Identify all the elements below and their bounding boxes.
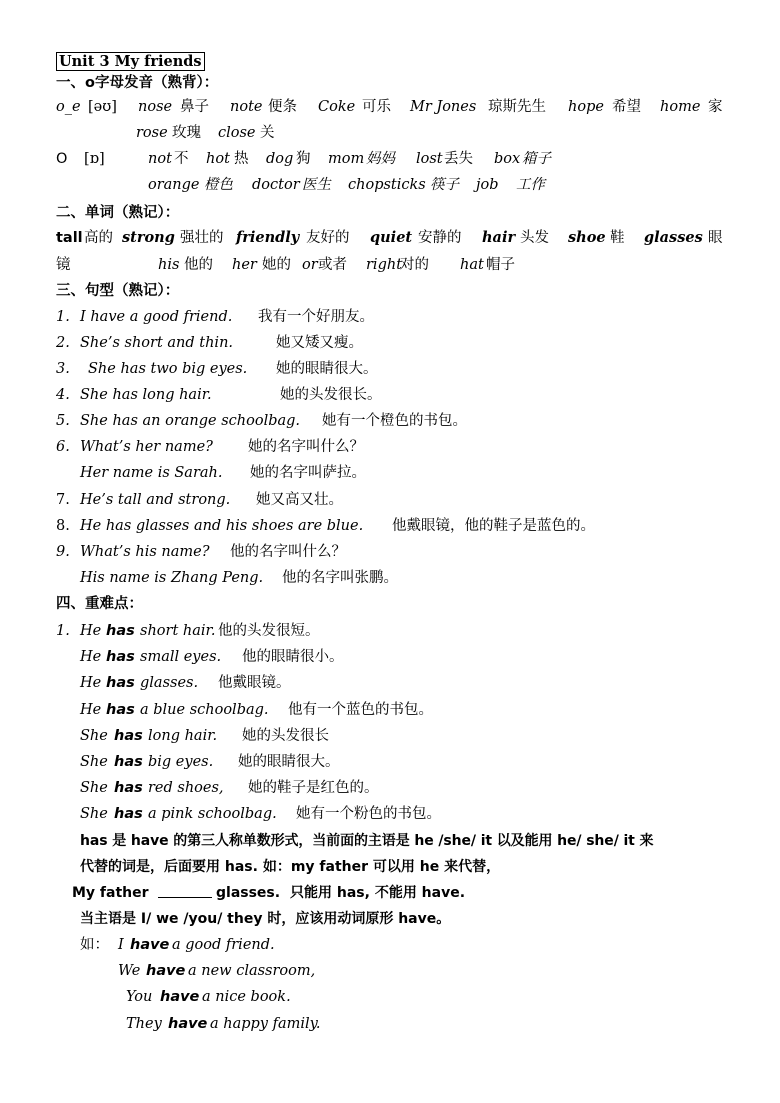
subject: You: [126, 989, 153, 1005]
word-zh: 家: [708, 99, 723, 115]
verb-have: have: [130, 937, 170, 953]
subject: He: [80, 702, 102, 718]
has-row: [56, 804, 756, 824]
oe-row-2: [56, 123, 756, 143]
sentence-zh: 她又矮又瘦。: [276, 335, 363, 351]
word-zh: 他的: [184, 257, 213, 273]
word-en: his: [158, 257, 180, 273]
o-row-2: [56, 175, 756, 195]
sentence-row: [56, 333, 756, 353]
sentence-row: [56, 359, 756, 379]
subject: He: [80, 623, 102, 639]
translation: 她的鞋子是红色的。: [248, 780, 379, 796]
sentence-en: His name is Zhang Peng.: [80, 570, 264, 586]
word-en: strong: [122, 229, 175, 246]
word-en: her: [232, 257, 257, 273]
sentence-en: She has two big eyes.: [88, 361, 248, 377]
verb-has: has: [106, 649, 135, 665]
word-en: home: [660, 99, 701, 115]
word-zh: 鼻子: [180, 99, 209, 115]
object: long hair.: [148, 728, 218, 744]
word-zh: 箱子: [522, 151, 551, 167]
verb-has: has: [114, 728, 143, 744]
example-object: glasses.: [216, 885, 281, 901]
word-en: mom: [328, 151, 365, 167]
verb-has: has: [106, 675, 135, 691]
word-en: close: [218, 125, 256, 141]
word-en: shoe: [568, 229, 606, 246]
has-row: [56, 726, 756, 746]
vocab-row-1: [56, 228, 756, 248]
word-en: doctor: [252, 177, 300, 193]
sentence-row: [56, 385, 756, 405]
word-zh: 希望: [612, 99, 641, 115]
sentence-row: [56, 437, 756, 457]
word-zh: 橙色: [204, 177, 233, 193]
sentence-zh: 他戴眼镜，他的鞋子是蓝色的。: [392, 518, 595, 534]
example-label: 如：: [80, 937, 109, 953]
section-2-heading: 二、单词（熟记）：: [56, 205, 180, 221]
section-3-heading: 三、句型（熟记）：: [56, 283, 180, 299]
row-number: 8.: [56, 518, 70, 534]
sentence-zh: 他的名字叫什么？: [230, 544, 346, 560]
subject: We: [118, 963, 141, 979]
verb-has: has: [106, 623, 135, 639]
object: small eyes.: [140, 649, 222, 665]
word-en: or: [302, 257, 318, 273]
word-zh: 不: [174, 151, 189, 167]
sentence-en: He has glasses and his shoes are blue.: [80, 518, 364, 534]
word-zh: 安静的: [418, 230, 462, 246]
grammar-note-3: 当主语是 I/ we /you/ they 时，应该用动词原形 have。: [80, 911, 451, 927]
subject: She: [80, 806, 108, 822]
object: glasses.: [140, 675, 199, 691]
word-en: glasses: [644, 229, 703, 246]
word-zh: 玫瑰: [172, 125, 201, 141]
grammar-note-2: 代替的词是，后面要用 has. 如：my father 可以用 he 来代替，: [80, 859, 501, 875]
section-4-heading: 四、重难点：: [56, 596, 143, 612]
have-row: [118, 961, 518, 981]
subject: He: [80, 675, 102, 691]
word-zh: 筷子: [430, 177, 459, 193]
sentence-en: She’s short and thin.: [80, 335, 234, 351]
subject: She: [80, 780, 108, 796]
sentence-row: [56, 490, 756, 510]
example-rule: 只能用 has, 不能用 have.: [290, 885, 466, 901]
sentence-row: [56, 516, 756, 536]
verb-have: have: [146, 963, 186, 979]
word-zh: 对的: [400, 257, 429, 273]
translation: 她的头发很长: [242, 728, 329, 744]
row-number: 6.: [56, 439, 70, 455]
word-en: job: [476, 177, 499, 193]
word-zh: 可乐: [362, 99, 391, 115]
translation: 她有一个粉色的书包。: [296, 806, 441, 822]
sentence-en: She has an orange schoolbag.: [80, 413, 301, 429]
sentence-en: What’s his name?: [80, 544, 210, 560]
sentence-row: [56, 568, 756, 588]
row-number: 9.: [56, 544, 70, 560]
verb-has: has: [114, 806, 143, 822]
word-en: right: [366, 257, 403, 273]
grammar-note-1: has 是 have 的第三人称单数形式，当前面的主语是 he /she/ it 以及能用 he/ she/ it 来: [80, 833, 654, 849]
translation: 她的眼睛很大。: [238, 754, 340, 770]
translation: 他的眼睛很小。: [242, 649, 344, 665]
sentence-zh: 她的头发很长。: [280, 387, 382, 403]
object: a pink schoolbag.: [148, 806, 277, 822]
word-en: dog: [266, 151, 294, 167]
word-zh: 眼: [708, 230, 723, 246]
row-number: 3.: [56, 361, 70, 377]
sentence-row: [56, 411, 756, 431]
verb-has: has: [114, 754, 143, 770]
word-en: Coke: [318, 99, 356, 115]
translation: 他有一个蓝色的书包。: [288, 702, 433, 718]
word-en: note: [230, 99, 263, 115]
have-row: [80, 935, 480, 955]
sentence-en: He’s tall and strong.: [80, 492, 231, 508]
word-zh: 琼斯先生: [488, 99, 546, 115]
word-en: hair: [482, 229, 516, 246]
has-row: [56, 673, 756, 693]
sentence-en: What’s her name?: [80, 439, 213, 455]
word-zh: 工作: [516, 177, 545, 193]
o-row-1: [56, 149, 756, 169]
word-en: box: [494, 151, 521, 167]
has-row: [56, 647, 756, 667]
word-zh: 她的: [262, 257, 291, 273]
word-en: hat: [460, 257, 484, 273]
section-1-heading: 一、o字母发音（熟背）：: [56, 75, 219, 91]
word-zh: 帽子: [486, 257, 515, 273]
sentence-zh: 他的名字叫张鹏。: [282, 570, 398, 586]
word-zh: 妈妈: [366, 151, 395, 167]
fill-blank-example: [72, 883, 712, 903]
have-row: [126, 987, 526, 1007]
sentence-en: Her name is Sarah.: [80, 465, 223, 481]
word-en: rose: [136, 125, 168, 141]
word-zh: 头发: [520, 230, 549, 246]
word-en: hot: [206, 151, 230, 167]
subject: She: [80, 754, 108, 770]
row-number: 4.: [56, 387, 70, 403]
sentence-zh: 她有一个橙色的书包。: [322, 413, 467, 429]
word-zh: 镜: [56, 257, 71, 273]
object: a nice book.: [202, 989, 291, 1005]
has-row: [56, 778, 756, 798]
verb-have: have: [168, 1016, 208, 1032]
o-label: O: [56, 151, 68, 167]
verb-has: has: [114, 780, 143, 796]
word-zh: 友好的: [306, 230, 350, 246]
word-zh: 鞋: [610, 230, 625, 246]
subject: I: [118, 937, 124, 953]
answer-blank[interactable]: [158, 883, 212, 898]
word-zh: 热: [234, 151, 249, 167]
has-row: [56, 621, 756, 641]
sentence-row: [56, 542, 756, 562]
row-number: 2.: [56, 335, 70, 351]
row-number: 1.: [56, 623, 70, 639]
object: big eyes.: [148, 754, 214, 770]
o-ipa: [ɒ]: [84, 151, 105, 167]
subject: He: [80, 649, 102, 665]
has-row: [56, 700, 756, 720]
object: red shoes,: [148, 780, 224, 796]
subject: She: [80, 728, 108, 744]
word-en: tall: [56, 230, 83, 246]
have-row: [126, 1014, 526, 1034]
word-zh: 高的: [84, 230, 113, 246]
object: a blue schoolbag.: [140, 702, 269, 718]
oe-label: o_e: [56, 99, 81, 115]
object: a good friend.: [172, 937, 275, 953]
word-zh: 医生: [302, 177, 331, 193]
word-zh: 或者: [318, 257, 347, 273]
word-zh: 强壮的: [180, 230, 224, 246]
sentence-zh: 她的眼睛很大。: [276, 361, 378, 377]
object: a new classroom,: [188, 963, 316, 979]
word-zh: 便条: [268, 99, 297, 115]
word-en: nose: [138, 99, 173, 115]
example-subject: My father: [72, 885, 149, 901]
sentence-row: [56, 463, 756, 483]
page-title: Unit 3 My friends: [56, 52, 205, 71]
word-en: not: [148, 151, 172, 167]
word-en: orange: [148, 177, 200, 193]
translation: 他的头发很短。: [218, 623, 320, 639]
sentence-zh: 她又高又壮。: [256, 492, 343, 508]
sentence-zh: 我有一个好朋友。: [258, 309, 374, 325]
object: a happy family.: [210, 1016, 321, 1032]
row-number: 7.: [56, 492, 70, 508]
row-number: 5.: [56, 413, 70, 429]
word-en: friendly: [236, 229, 300, 246]
title-line: [56, 52, 205, 72]
sentence-en: I have a good friend.: [80, 309, 233, 325]
sentence-zh: 她的名字叫萨拉。: [250, 465, 366, 481]
word-zh: 狗: [296, 151, 311, 167]
word-zh: 关: [260, 125, 275, 141]
row-number: 1.: [56, 309, 70, 325]
word-en: hope: [568, 99, 604, 115]
object: short hair.: [140, 623, 216, 639]
word-en: chopsticks: [348, 177, 426, 193]
word-en: lost: [416, 151, 443, 167]
translation: 他戴眼镜。: [218, 675, 291, 691]
subject: They: [126, 1016, 162, 1032]
verb-has: has: [106, 702, 135, 718]
vocab-row-2: [56, 255, 756, 275]
sentence-en: She has long hair.: [80, 387, 212, 403]
verb-have: have: [160, 989, 200, 1005]
word-zh: 丢失: [444, 151, 473, 167]
oe-row-1: [56, 97, 756, 117]
has-row: [56, 752, 756, 772]
oe-ipa: [əʊ]: [88, 99, 117, 115]
word-en: quiet: [370, 229, 413, 246]
word-en: Mr Jones: [410, 99, 477, 115]
sentence-zh: 她的名字叫什么？: [248, 439, 364, 455]
sentence-row: [56, 307, 756, 327]
